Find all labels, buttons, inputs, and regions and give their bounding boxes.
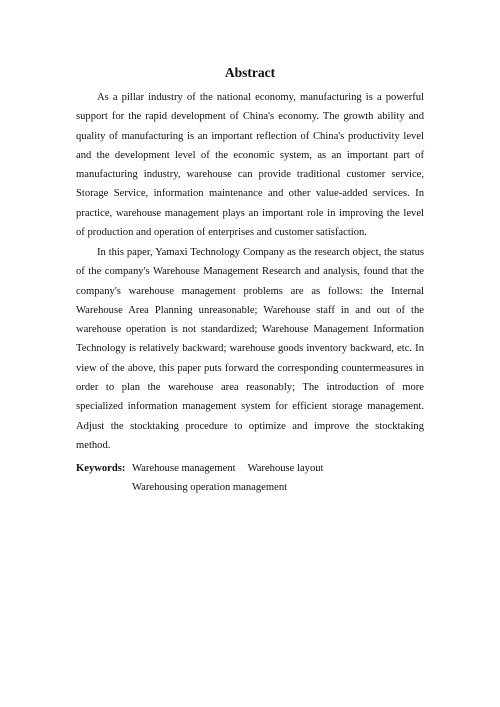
abstract-title: Abstract	[224, 65, 276, 80]
keywords-label: Keywords:	[76, 463, 126, 474]
abstract-paragraph-2: In this paper, Yamaxi Technology Company as the research object, the status of the company's Warehouse Management Research and analysis, found that the company's warehouse management problems are as follows: the Internal Warehouse Area Planning unreasonable; Warehouse staff in and out of the warehouse operation is not standardized; Warehouse Management Information Technology is relatively backward; warehouse goods inventory backward, etc. In view of the above, this paper puts forward the corresponding countermeasures in order to plan the warehouse area reasonably; The introduction of more specialized information management system for efficient storage management. Adjust the stocktaking procedure to optimize and improve the stocktaking method.	[76, 247, 424, 451]
keywords-line-2	[76, 478, 424, 497]
keyword-item: Warehousing operation management	[132, 482, 288, 494]
abstract-paragraph-1: As a pillar industry of the national economy, manufacturing is a powerful support for the rapid development of China's economy. The growth ability and quality of manufacturing is an important reflection of China's productivity level and the development level of the economic system, as an important part of manufacturing industry, warehouse can provide traditional customer service, Storage Service, information maintenance and other value-added services. In practice, warehouse management plays an important role in improving the level of production and operation of enterprises and customer satisfaction.	[76, 92, 424, 239]
keywords-line-1	[76, 459, 424, 478]
keyword-item: Warehouse layout	[247, 463, 324, 474]
keyword-item: Warehouse management	[132, 463, 236, 474]
keywords-section	[76, 459, 424, 498]
